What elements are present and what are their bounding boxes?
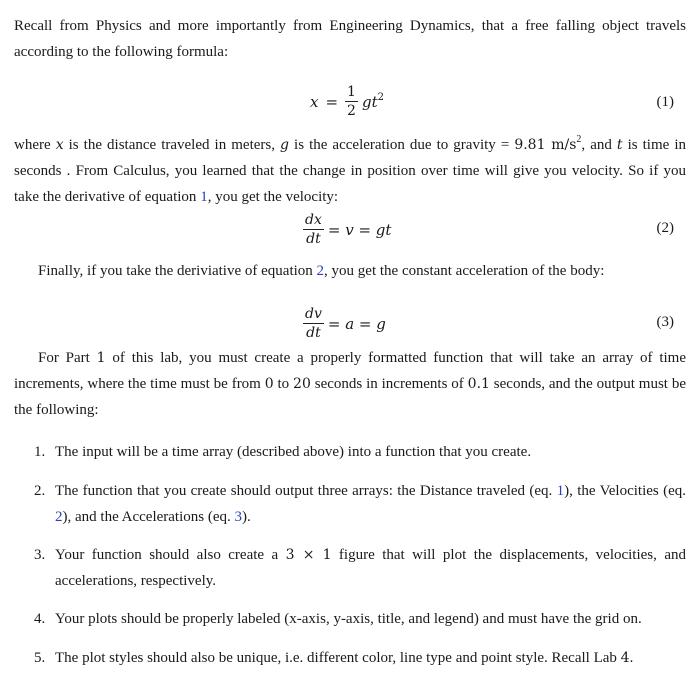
eq1-rhs xyxy=(362,92,384,111)
list-item-number: 1. xyxy=(34,444,46,460)
paragraph-part1 xyxy=(14,345,686,423)
equation-2-number: (2) xyxy=(656,220,674,236)
intro-paragraph xyxy=(14,13,686,65)
list-item-number: 5. xyxy=(34,650,46,666)
equation-1-body xyxy=(310,84,384,119)
list-item xyxy=(34,645,686,671)
p2-var-t: t xyxy=(616,137,623,153)
equation-1 xyxy=(0,82,700,132)
eq3-fraction xyxy=(303,306,324,341)
list-item-number: 4. xyxy=(34,611,46,627)
equation-3-number: (3) xyxy=(656,314,674,330)
li3-text-a: Your function should also create a xyxy=(55,547,286,563)
eq1-equals: = xyxy=(325,92,339,111)
p2-equation-ref[interactable]: 1 xyxy=(200,189,208,205)
eq2-frac-num: dx xyxy=(305,212,322,228)
li2-ref-eq1[interactable]: 1 xyxy=(556,483,565,499)
p4-time-increment: 0.1 xyxy=(467,376,490,392)
p2-text-d: , and xyxy=(581,137,617,153)
intro-text: Recall from Physics and more importantly from Engineering Dynamics, that a free falling object travels according to the following formula: xyxy=(14,18,686,60)
li2-ref-eq3[interactable]: 3 xyxy=(234,509,243,525)
eq1-gt: gt xyxy=(361,93,378,111)
p2-text-b: is the distance traveled in meters, xyxy=(63,137,281,153)
p2-text-e: is time in seconds . From Calculus, you learned that the change in position over time will give you velocity. So if you take the derivative of equation xyxy=(14,137,686,205)
p2-gravity-value: 9.81 m/s xyxy=(514,137,577,153)
eq2-fraction xyxy=(303,212,324,247)
equation-2-body xyxy=(303,212,391,247)
p2-var-x: x xyxy=(55,137,64,153)
eq1-frac-den: 2 xyxy=(347,103,356,119)
eq1-exponent: 2 xyxy=(377,92,384,103)
p4-time-from: 0 xyxy=(264,376,274,392)
eq1-lhs: x xyxy=(310,92,319,111)
list-item-text: Your plots should be properly labeled (x-axis, y-axis, title, and legend) and must have the grid on. xyxy=(55,611,642,627)
p3-equation-ref[interactable]: 2 xyxy=(316,263,325,279)
equation-1-number: (1) xyxy=(656,94,674,110)
li2-text-c: ), and the Accelerations (eq. xyxy=(62,509,235,525)
li5-text-a: The plot styles should also be unique, i.e. different color, line type and point style. Recall Lab xyxy=(55,650,621,666)
p2-text-c: is the acceleration due to gravity = xyxy=(289,137,515,153)
eq1-frac-num: 1 xyxy=(347,84,356,100)
list-item xyxy=(34,606,686,632)
li2-text-a: The function that you create should output three arrays: the Distance traveled (eq. xyxy=(55,483,557,499)
list-item-text xyxy=(55,478,686,530)
p4-text-a: For Part xyxy=(38,350,97,366)
list-item-number: 2. xyxy=(34,483,46,499)
eq2-rest: = v = gt xyxy=(327,220,392,239)
p2-var-g: g xyxy=(280,137,289,153)
list-item-text xyxy=(55,645,686,671)
li2-ref-eq2[interactable]: 2 xyxy=(55,509,63,525)
p4-text-c: to xyxy=(273,376,294,392)
equation-2 xyxy=(0,208,700,258)
list-item-number: 3. xyxy=(34,547,46,563)
list-item xyxy=(34,439,686,465)
list-item xyxy=(34,478,686,530)
li3-figure-dimension: 3 × 1 xyxy=(285,547,332,563)
paragraph-acceleration xyxy=(38,258,686,284)
p4-time-to: 20 xyxy=(293,376,311,392)
li2-text-d: ). xyxy=(242,509,251,525)
list-item xyxy=(34,542,686,594)
p4-text-e: seconds, and the output must be the following: xyxy=(14,376,686,418)
eq3-frac-den: dt xyxy=(306,325,321,341)
p4-part-number: 1 xyxy=(96,350,106,366)
p2-gravity-exp: 2 xyxy=(576,134,582,145)
li2-text-b: ), the Velocities (eq. xyxy=(564,483,686,499)
p2-text-a: where xyxy=(14,137,56,153)
list-item-text xyxy=(55,542,686,594)
eq3-rest: = a = g xyxy=(327,314,386,333)
li3-text-b: figure that will plot the displacements, velocities, and accelerations, respectively. xyxy=(55,547,686,589)
eq2-frac-den: dt xyxy=(306,231,321,247)
list-item-text: The input will be a time array (described above) into a function that you create. xyxy=(55,444,532,460)
p2-text-f: , you get the velocity: xyxy=(207,189,339,205)
li5-lab-number: 4 xyxy=(620,650,630,666)
equation-3-body xyxy=(303,306,386,341)
li5-text-b: . xyxy=(629,650,634,666)
eq1-fraction xyxy=(345,84,358,119)
p3-text-a: Finally, if you take the deriviative of equation xyxy=(38,263,317,279)
paragraph-velocity xyxy=(14,127,686,210)
p3-text-b: , you get the constant acceleration of the body: xyxy=(324,263,605,279)
p4-text-b: of this lab, you must create a properly formatted function that will take an array of time increments, where the time must be from xyxy=(14,350,686,392)
p4-text-d: seconds in increments of xyxy=(310,376,468,392)
eq3-frac-num: dv xyxy=(305,306,322,322)
